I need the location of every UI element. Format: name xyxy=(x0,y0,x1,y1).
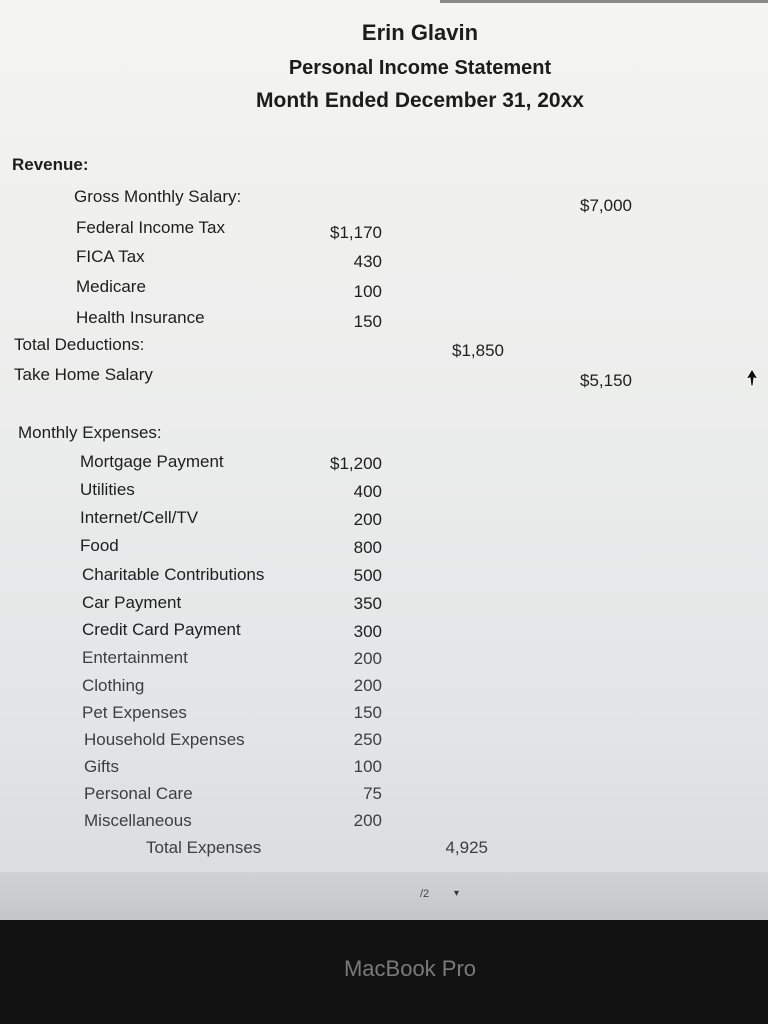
expense-label: Pet Expenses xyxy=(82,703,187,722)
expense-value: 200 xyxy=(353,676,382,695)
laptop-brand-label: MacBook Pro xyxy=(343,956,477,981)
deduction-label: FICA Tax xyxy=(76,247,145,266)
statement-title: Personal Income Statement xyxy=(288,57,552,79)
expense-value: 200 xyxy=(353,510,382,529)
deduction-label: Federal Income Tax xyxy=(76,218,225,237)
expense-label: Miscellaneous xyxy=(84,811,192,830)
total-deductions-label: Total Deductions: xyxy=(14,335,145,354)
expense-value: $1,200 xyxy=(330,454,382,473)
expense-value: 800 xyxy=(353,538,382,557)
expense-label: Credit Card Payment xyxy=(82,620,241,639)
expense-label: Charitable Contributions xyxy=(82,565,265,584)
expense-label: Utilities xyxy=(80,480,135,499)
gross-salary-label: Gross Monthly Salary: xyxy=(74,187,242,206)
expense-value: 200 xyxy=(353,649,382,668)
deduction-value: 430 xyxy=(353,252,382,271)
window-edge xyxy=(440,0,768,3)
expense-label: Car Payment xyxy=(82,593,182,612)
total-deductions-value: $1,850 xyxy=(452,341,504,360)
expense-label: Entertainment xyxy=(82,648,188,667)
expense-label: Mortgage Payment xyxy=(80,452,224,471)
expense-label: Personal Care xyxy=(84,784,193,803)
page-indicator[interactable]: /2 xyxy=(420,888,430,900)
expense-value: 100 xyxy=(353,757,382,776)
expenses-heading: Monthly Expenses: xyxy=(18,423,162,442)
gross-salary-value: $7,000 xyxy=(580,196,632,215)
expense-value: 200 xyxy=(353,811,382,830)
expense-label: Gifts xyxy=(84,757,119,776)
expense-value: 300 xyxy=(353,622,382,641)
deduction-value: 150 xyxy=(353,312,382,331)
expense-label: Food xyxy=(80,536,119,555)
mouse-pointer-icon xyxy=(744,368,760,388)
page-navigation-bar xyxy=(0,872,768,920)
deduction-value: 100 xyxy=(353,282,382,301)
expense-value: 150 xyxy=(353,703,382,722)
total-expenses-label: Total Expenses xyxy=(146,838,262,857)
deduction-value: $1,170 xyxy=(330,223,382,242)
expense-value: 250 xyxy=(353,730,382,749)
expense-label: Clothing xyxy=(82,676,145,695)
expense-value: 400 xyxy=(353,482,382,501)
deduction-label: Health Insurance xyxy=(76,308,205,327)
expense-value: 500 xyxy=(353,566,382,585)
expense-label: Internet/Cell/TV xyxy=(80,508,199,527)
expense-label: Household Expenses xyxy=(84,730,245,749)
take-home-label: Take Home Salary xyxy=(14,365,153,384)
revenue-heading: Revenue: xyxy=(12,155,89,174)
deduction-label: Medicare xyxy=(76,277,146,296)
take-home-value: $5,150 xyxy=(580,371,632,390)
expense-value: 350 xyxy=(353,594,382,613)
statement-owner: Erin Glavin xyxy=(361,20,479,45)
expense-value: 75 xyxy=(363,784,382,803)
page-dropdown-icon[interactable]: ▾ xyxy=(454,888,460,899)
statement-period: Month Ended December 31, 20xx xyxy=(256,89,584,112)
total-expenses-value: 4,925 xyxy=(445,838,488,857)
